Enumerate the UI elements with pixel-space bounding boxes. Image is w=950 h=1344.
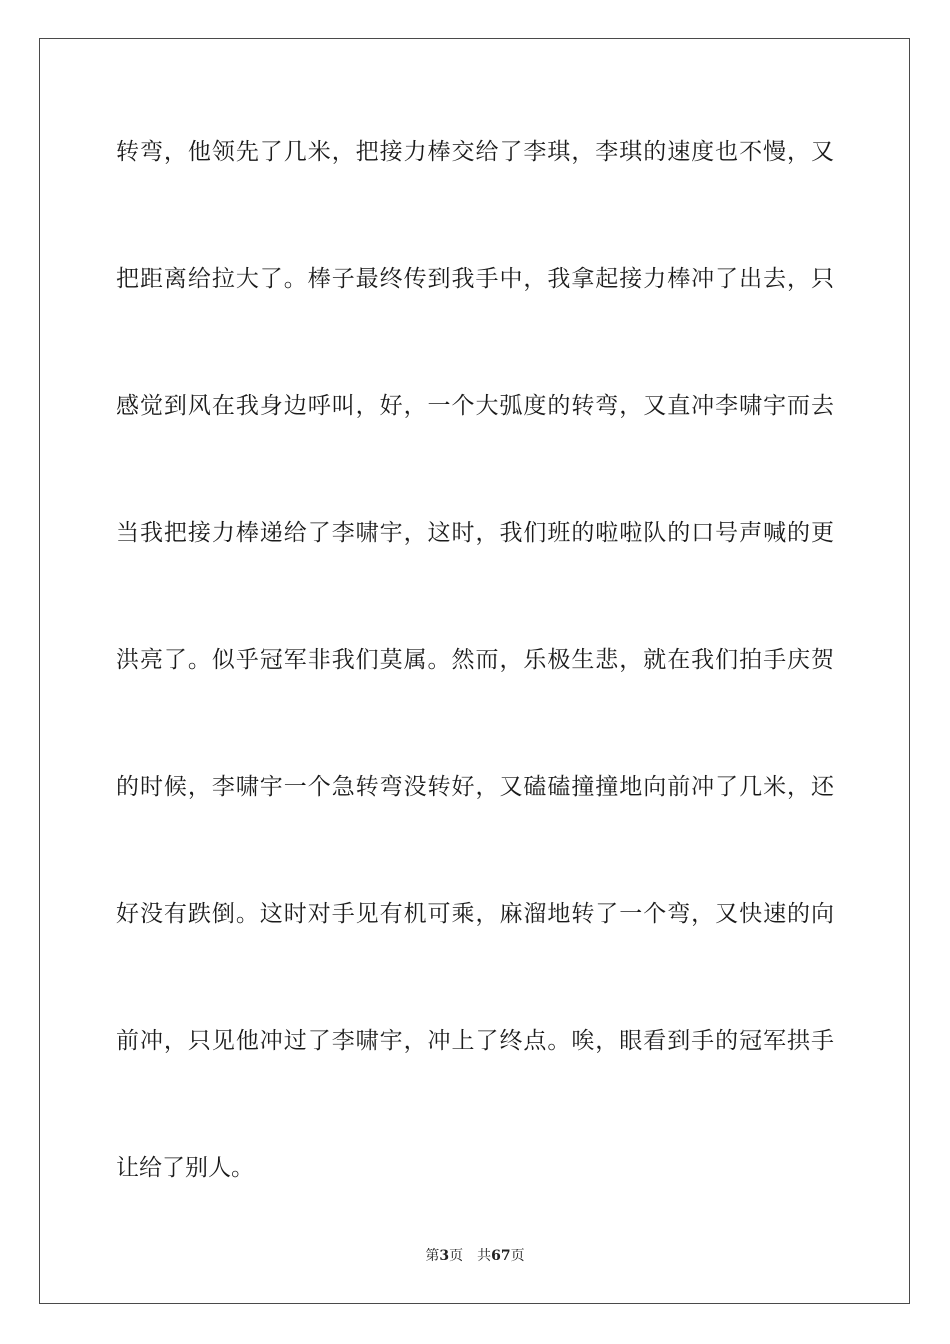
text-line-5: 洪亮了。似乎冠军非我们莫属。然而，乐极生悲，就在我们拍手庆贺 [116,647,834,673]
total-prefix: 共 [477,1248,492,1264]
page-number: 3 [439,1248,450,1264]
total-suffix: 页 [510,1248,525,1264]
text-line-7: 好没有跌倒。这时对手见有机可乘，麻溜地转了一个弯，又快速的向 [116,901,834,927]
text-line-4: 当我把接力棒递给了李啸宇，这时，我们班的啦啦队的口号声喊的更 [116,520,834,546]
document-body [116,128,834,1271]
text-line-1: 转弯，他领先了几米，把接力棒交给了李琪，李琪的速度也不慢，又 [116,139,834,165]
page-footer [0,1246,950,1266]
page-suffix: 页 [449,1248,464,1264]
text-line-8: 前冲，只见他冲过了李啸宇，冲上了终点。唉，眼看到手的冠军拱手 [116,1028,834,1054]
total-pages: 67 [491,1248,511,1264]
text-line-3: 感觉到风在我身边呼叫，好，一个大弧度的转弯，又直冲李啸宇而去 [116,393,834,419]
page-prefix: 第 [425,1248,440,1264]
text-line-6: 的时候，李啸宇一个急转弯没转好，又磕磕撞撞地向前冲了几米，还 [116,774,834,800]
text-line-2: 把距离给拉大了。棒子最终传到我手中，我拿起接力棒冲了出去，只 [116,266,834,292]
text-line-9: 让给了别人。 [116,1155,254,1181]
